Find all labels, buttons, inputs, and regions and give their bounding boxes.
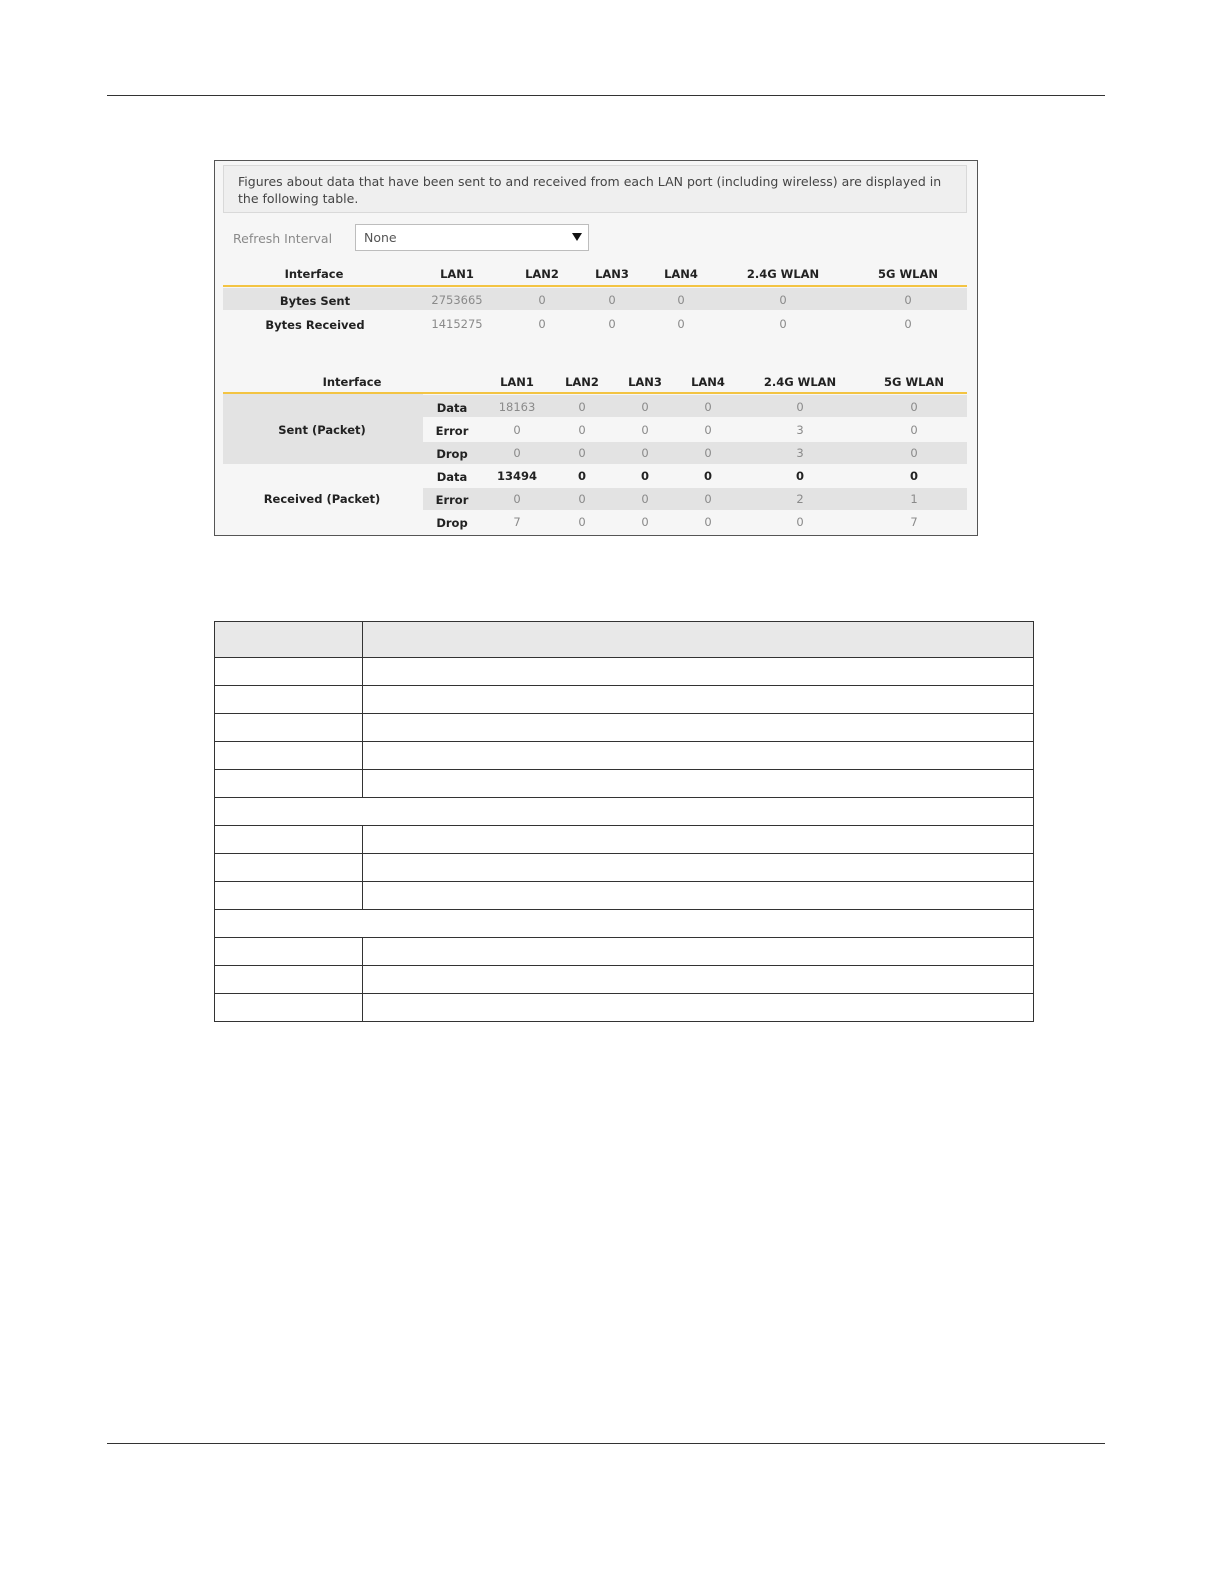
table-cell xyxy=(363,966,1034,994)
table-row xyxy=(215,742,1034,770)
packet-header-lan3: LAN3 xyxy=(628,375,662,389)
sent-drop-lan3: 0 xyxy=(641,446,649,460)
table-header-cell xyxy=(215,622,363,658)
sent-drop-24g: 3 xyxy=(796,446,804,460)
sent-data-5g: 0 xyxy=(910,400,918,414)
bytes-header-lan2: LAN2 xyxy=(525,267,559,281)
packet-header-5g-wlan: 5G WLAN xyxy=(884,375,944,389)
sent-error-lan1: 0 xyxy=(513,423,521,437)
table-cell xyxy=(363,742,1034,770)
bytes-sent-lan1: 2753665 xyxy=(431,293,483,307)
received-drop-lan4: 0 xyxy=(704,515,712,529)
table-row xyxy=(215,770,1034,798)
table-cell xyxy=(363,938,1034,966)
received-drop-label: Drop xyxy=(436,516,468,530)
table-cell xyxy=(363,770,1034,798)
received-error-band xyxy=(423,488,967,510)
sent-drop-band xyxy=(423,442,967,464)
received-error-lan4: 0 xyxy=(704,492,712,506)
received-error-lan2: 0 xyxy=(578,492,586,506)
received-data-24g: 0 xyxy=(795,469,805,483)
bytes-sent-label: Bytes Sent xyxy=(279,294,351,308)
dropdown-arrow-icon xyxy=(572,233,582,241)
bytes-header-underline xyxy=(223,285,967,287)
sent-data-lan1: 18163 xyxy=(498,400,536,414)
table-cell xyxy=(215,686,363,714)
packet-header-lan4: LAN4 xyxy=(691,375,725,389)
sent-error-lan2: 0 xyxy=(578,423,586,437)
received-error-label: Error xyxy=(435,493,469,507)
table-cell xyxy=(215,966,363,994)
packet-header-lan1: LAN1 xyxy=(500,375,534,389)
bytes-header-lan1: LAN1 xyxy=(440,267,474,281)
received-drop-5g: 7 xyxy=(910,515,918,529)
bytes-sent-5g: 0 xyxy=(904,293,912,307)
received-data-5g: 0 xyxy=(909,469,919,483)
table-row xyxy=(215,826,1034,854)
packet-header-interface: Interface xyxy=(322,375,382,389)
table-row xyxy=(215,938,1034,966)
table-header-row xyxy=(215,622,1034,658)
bytes-received-lan4: 0 xyxy=(677,317,685,331)
received-error-5g: 1 xyxy=(910,492,918,506)
sent-drop-lan4: 0 xyxy=(704,446,712,460)
bytes-header-24g-wlan: 2.4G WLAN xyxy=(746,267,820,281)
table-section-row xyxy=(215,798,1034,826)
table-section-row xyxy=(215,910,1034,938)
table-cell xyxy=(215,826,363,854)
table-cell xyxy=(215,882,363,910)
refresh-interval-select[interactable] xyxy=(355,224,589,251)
table-cell xyxy=(215,938,363,966)
bytes-header-lan4: LAN4 xyxy=(664,267,698,281)
received-data-lan2: 0 xyxy=(577,469,587,483)
sent-data-lan4: 0 xyxy=(704,400,712,414)
footer-rule xyxy=(107,1443,1105,1444)
refresh-interval-value: None xyxy=(364,230,397,245)
bytes-sent-lan2: 0 xyxy=(538,293,546,307)
table-cell xyxy=(215,854,363,882)
table-cell xyxy=(215,658,363,686)
intro-note: Figures about data that have been sent to and received from each LAN port (including wireless) are displayed in the following table. xyxy=(223,165,967,213)
table-row xyxy=(215,714,1034,742)
table-cell xyxy=(363,882,1034,910)
refresh-interval-label: Refresh Interval xyxy=(233,231,333,246)
received-data-lan1: 13494 xyxy=(496,469,538,483)
lan-statistics-panel xyxy=(214,160,978,536)
table-row xyxy=(215,882,1034,910)
received-data-lan3: 0 xyxy=(640,469,650,483)
sent-packet-group-label: Sent (Packet) xyxy=(278,423,366,437)
packet-header-lan2: LAN2 xyxy=(565,375,599,389)
bytes-header-5g-wlan: 5G WLAN xyxy=(878,267,938,281)
table-row xyxy=(215,658,1034,686)
table-section-cell xyxy=(215,798,1034,826)
bytes-header-interface: Interface xyxy=(284,267,344,281)
sent-drop-lan1: 0 xyxy=(513,446,521,460)
table-cell xyxy=(363,714,1034,742)
table-cell xyxy=(215,770,363,798)
table-cell xyxy=(363,686,1034,714)
sent-error-5g: 0 xyxy=(910,423,918,437)
table-cell xyxy=(363,826,1034,854)
sent-drop-lan2: 0 xyxy=(578,446,586,460)
received-error-24g: 2 xyxy=(796,492,804,506)
field-description-table xyxy=(214,621,1034,1022)
table-cell xyxy=(363,994,1034,1022)
sent-data-24g: 0 xyxy=(796,400,804,414)
bytes-header-lan3: LAN3 xyxy=(595,267,629,281)
sent-error-lan4: 0 xyxy=(704,423,712,437)
received-error-lan3: 0 xyxy=(641,492,649,506)
sent-error-label: Error xyxy=(435,424,469,438)
sent-error-24g: 3 xyxy=(796,423,804,437)
bytes-sent-24g: 0 xyxy=(779,293,787,307)
received-data-lan4: 0 xyxy=(703,469,713,483)
table-cell xyxy=(363,854,1034,882)
received-packet-group-label: Received (Packet) xyxy=(263,492,381,506)
table-cell xyxy=(215,742,363,770)
bytes-received-lan3: 0 xyxy=(608,317,616,331)
table-row xyxy=(215,994,1034,1022)
bytes-received-5g: 0 xyxy=(904,317,912,331)
table-header-cell xyxy=(363,622,1034,658)
bytes-sent-lan3: 0 xyxy=(608,293,616,307)
packet-header-24g-wlan: 2.4G WLAN xyxy=(763,375,837,389)
sent-data-label: Data xyxy=(436,401,468,415)
received-error-lan1: 0 xyxy=(513,492,521,506)
table-section-cell xyxy=(215,910,1034,938)
received-drop-24g: 0 xyxy=(796,515,804,529)
table-row xyxy=(215,854,1034,882)
received-drop-lan3: 0 xyxy=(641,515,649,529)
received-drop-lan1: 7 xyxy=(513,515,521,529)
table-row xyxy=(215,966,1034,994)
sent-error-lan3: 0 xyxy=(641,423,649,437)
bytes-received-lan2: 0 xyxy=(538,317,546,331)
received-drop-lan2: 0 xyxy=(578,515,586,529)
table-row xyxy=(215,686,1034,714)
sent-data-lan2: 0 xyxy=(578,400,586,414)
bytes-received-lan1: 1415275 xyxy=(431,317,483,331)
bytes-received-label: Bytes Received xyxy=(265,318,365,332)
bytes-received-24g: 0 xyxy=(779,317,787,331)
header-rule xyxy=(107,95,1105,96)
table-cell xyxy=(215,994,363,1022)
sent-drop-label: Drop xyxy=(436,447,468,461)
sent-drop-5g: 0 xyxy=(910,446,918,460)
bytes-sent-lan4: 0 xyxy=(677,293,685,307)
table-cell xyxy=(363,658,1034,686)
sent-data-lan3: 0 xyxy=(641,400,649,414)
table-cell xyxy=(215,714,363,742)
received-data-label: Data xyxy=(436,470,468,484)
